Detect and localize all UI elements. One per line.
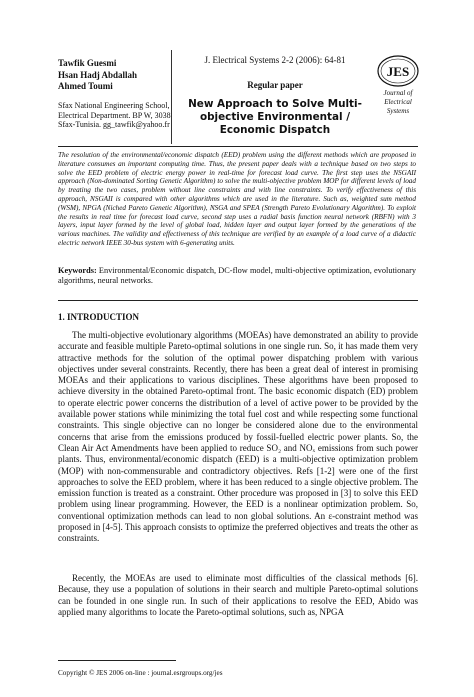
affiliation-line: Electrical Department. BP W, 3038 [58, 110, 171, 120]
body-paragraph: The multi-objective evolutionary algorithms (MOEAs) have demonstrated an ability to provide accurate and feasible multiple Pareto-optimal solutions in one single run. So, it has made them very attractive methods for the solution of the optimal power dispatching problem with various objectives under several constraints. Recently, there has been a great deal of interest in promising MOEAs and their applications to various disciplines. These algorithms have been proposed to achieve diversity in the obtained Pareto-optimal front. The basic economic dispatch (ED) problem to operate electric power concerns the distribution of a level of active power to be provided by the available power stations while minimizing the total fuel cost and while respecting some functional constraints. This single objective can no longer be considered alone due to the environmental concerns that arise from the emissions produced by fossil-fuelled electric power plants. So, the Clean Air Act Amendments have been applied to reduce SO₂ and NOₓ emissions from such power plants. Thus, environmental/economic dispatch (EED) is a multi-objective optimization problem (MOP) with non-commensurable and contradictory objectives. Refs [1-2] were one of the first approaches to solve the EED problem, where it has been reduced to a single objective problem. The emission function is treated as a constraint. Other procedure was proposed in [3] to solve this EED problem using linear programming. However, the EED is a nonlinear optimization problem. So, conventional optimization methods can lead to non global solutions. An ε-constraint method was proposed in [4-5]. This approach consists to optimize the preferred objectives and treats the other as constraints. [58, 330, 418, 544]
journal-logo [376, 54, 420, 118]
author-name: Ahmed Toumi [58, 81, 113, 91]
header-divider [171, 50, 172, 144]
author-name: Hsan Hadj Abdallah [58, 69, 138, 80]
affiliation-line: Sfax-Tunisia. gg_tawfik@yahoo.fr [58, 120, 170, 130]
abstract-rule [58, 300, 418, 301]
author-name: Tawfik Guesmi [58, 58, 117, 68]
header-rule [58, 146, 418, 147]
title-line: New Approach to Solve Multi- [188, 98, 362, 110]
keywords-text: Environmental/Economic dispatch, DC-flow model, multi-objective optimization, evolutionary algorithms, neural networks. [58, 266, 416, 285]
logo-text: Systems [386, 107, 410, 115]
paper-type: Regular paper [247, 80, 303, 90]
body-paragraph: Recently, the MOEAs are used to eliminate most difficulties of the classical methods [6]. Because, they use a population of solutions in their search and multiple Pareto-optimal solutions can be founded in one single run. In such of their applications to resolve the EED, Abido was applied many algorithms to locate the Pareto-optimal solutions, such as, NPGA [58, 573, 418, 617]
keywords-label: Keywords: [58, 266, 97, 275]
paper-title [180, 98, 370, 137]
journal-citation: J. Electrical Systems 2-2 (2006): 64-81 [204, 55, 346, 65]
affiliation [58, 101, 171, 130]
footnote-rule [58, 660, 176, 661]
title-line: objective Environmental / [199, 111, 351, 123]
logo-letters: JES [386, 64, 410, 79]
logo-text: Journal of [383, 89, 413, 97]
title-line: Economic Dispatch [219, 124, 331, 136]
copyright-footnote: Copyright © JES 2006 on-line : journal.esrgroups.org/jes [58, 669, 223, 677]
affiliation-line: Sfax National Engineering School, [58, 101, 170, 110]
keywords [58, 266, 416, 286]
abstract: The resolution of the environmental/economic dispatch (EED) problem using the different methods which are proposed in literature consumes an important computing time. Thus, the present paper deals with a technique based on two steps to solve the EED problem of electric energy power in real-time for forecast load curve. The first step uses the NSGAII approach (Non-dominated Sorting Genetic Algorithm) to solve the multi-objective problem MOP for different levels of load by treating the two cases, problem without line constraints and with line constraints. To verify effectiveness of this approach, NSGAII is compared with other algorithms which are used in the literature. Such as, weighted sum method (WSM), NPGA (Niched Pareto Genetic Algorithm), NSGA and SPEA (Strength Pareto Evolutionary Algorithm). To exploit the results in real time for forecast load curve, second step uses a radial basis function neural network (RBFN) with 3 layers, input layer formed by the level of global load, hidden layer and output layer formed by the generations of the various machines. The validity and effectiveness of this technique are verified by an example of a load curve of a didactic electric network IEEE 30-bus system with 6-generating units. [58, 151, 416, 247]
section-heading: 1. INTRODUCTION [58, 312, 140, 322]
logo-text: Electrical [384, 98, 412, 106]
author-list [58, 58, 137, 93]
